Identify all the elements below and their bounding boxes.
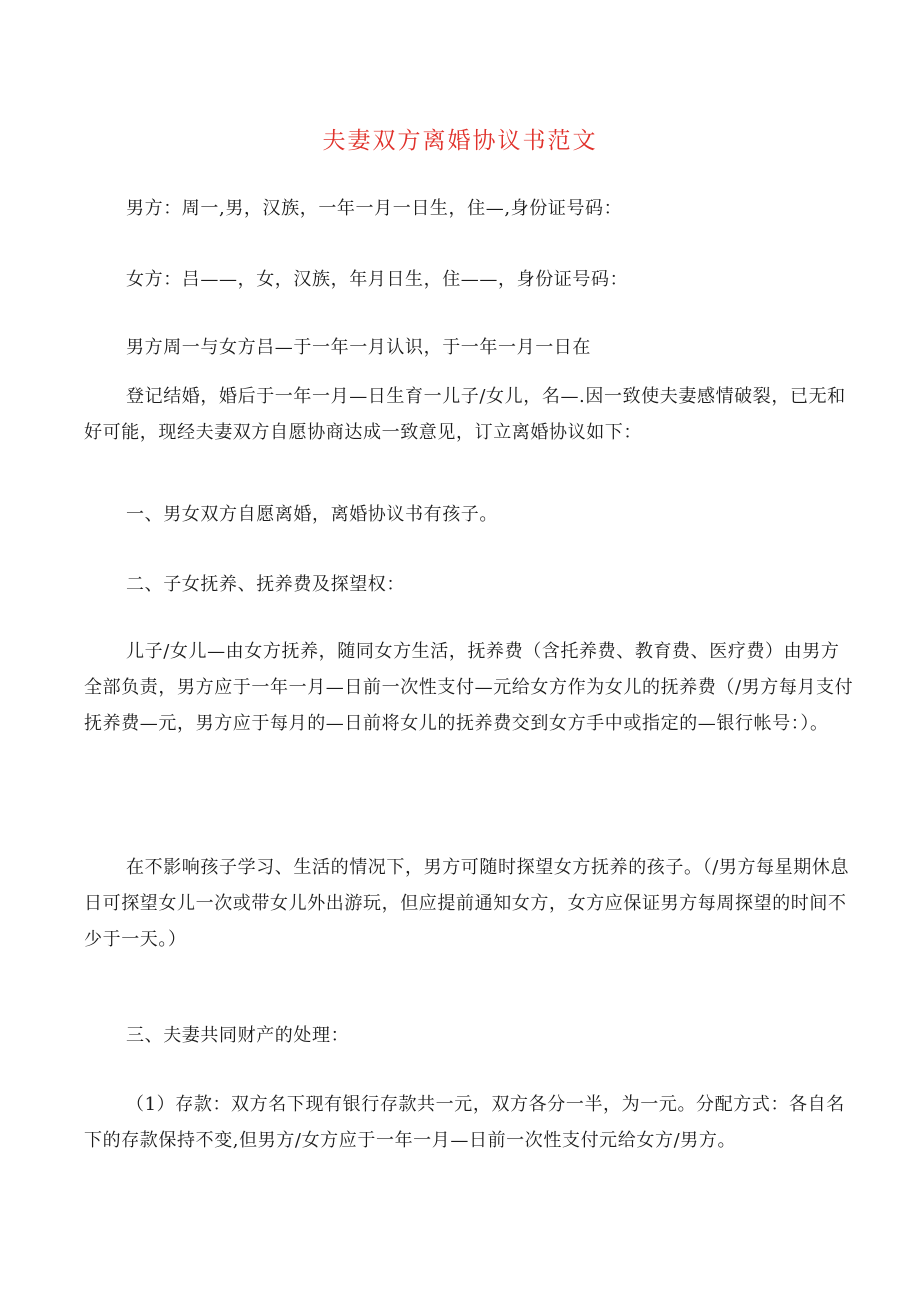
paragraph-child-support: 儿子/女儿—由女方抚养，随同女方生活，抚养费（含托养费、教育费、医疗费）由男方全部负责，男方应于一年一月—日前一次性支付—元给女方作为女儿的抚养费（/男方每月支付抚养费—元，男方应于每月的—日前将女儿的抚养费交到女方手中或指定的—银行帐号：）。 [84, 641, 854, 734]
paragraph-acquaintance: 男方周一与女方吕—于一年一月认识，于一年一月一日在 [126, 337, 591, 358]
clause-three-heading: 三、夫妻共同财产的处理： [126, 1025, 350, 1046]
paragraph-female-party: 女方：吕——，女，汉族，年月日生，住——，身份证号码： [126, 269, 629, 290]
paragraph-male-party: 男方：周一,男，汉族，一年一月一日生，住—,身份证号码： [126, 198, 623, 219]
document-title: 夫妻双方离婚协议书范文 [322, 128, 598, 154]
paragraph-deposits: （1）存款：双方名下现有银行存款共一元，双方各分一半，为一元。分配方式：各自名下的存款保持不变,但男方/女方应于一年一月—日前一次性支付元给女方/男方。 [84, 1094, 845, 1151]
clause-one: 一、男女双方自愿离婚，离婚协议书有孩子。 [126, 504, 498, 525]
clause-two-heading: 二、子女抚养、抚养费及探望权： [126, 574, 405, 595]
paragraph-visitation: 在不影响孩子学习、生活的情况下，男方可随时探望女方抚养的孩子。（/男方每星期休息日可探望女儿一次或带女儿外出游玩，但应提前通知女方，女方应保证男方每周探望的时间不少于一天。） [84, 857, 850, 950]
paragraph-marriage: 登记结婚，婚后于一年一月—日生育一儿子/女儿，名—.因一致使夫妻感情破裂，已无和好可能，现经夫妻双方自愿协商达成一致意见，订立离婚协议如下： [84, 386, 846, 443]
